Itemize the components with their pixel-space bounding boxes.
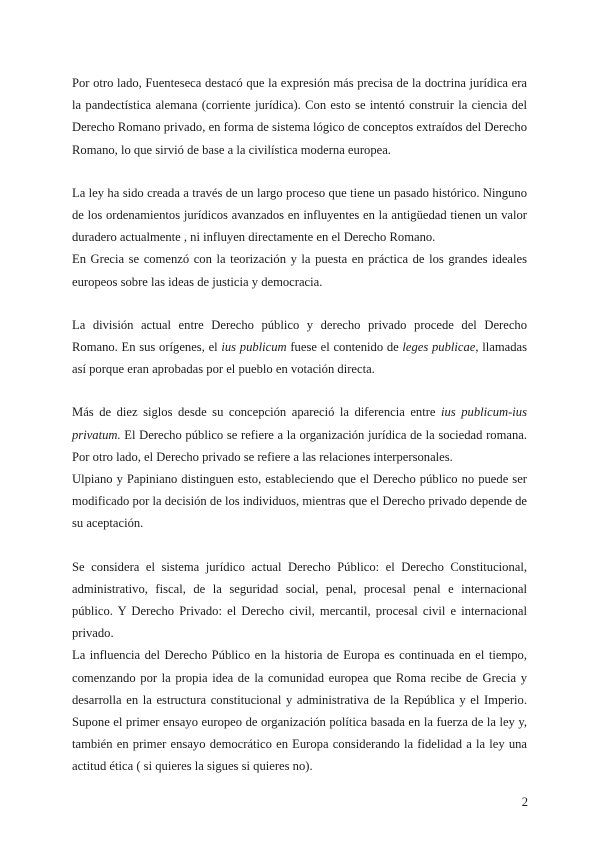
paragraph-sistema-juridico: Se considera el sistema jurídico actual Derecho Público: el Derecho Constitucional, administrativo, fiscal, de la seguridad social, penal, procesal penal e internacional público. Y Derecho Privado: el Derecho civil, mercantil, procesal civil e internacional privado. <box>72 559 527 641</box>
paragraph-influencia-europa: La influencia del Derecho Público en la historia de Europa es continuada en el tiempo, comenzando por la propia idea de la comunidad europea que Roma recibe de Grecia y desarrolla en la estructura constitucional y administrativa de la República y el Imperio. Supone el primer ensayo europeo de organización política basada en la fuerza de la ley y, también en primer ensayo democrático en Europa considerando la fidelidad a la ley una actitud ética ( si quieres la sigues si quieres no). <box>72 648 527 774</box>
italic-term-leges-publicae: leges publicae <box>402 340 476 355</box>
paragraph-grecia: En Grecia se comenzó con la teorización y la puesta en práctica de los grandes ideales europeos sobre las ideas de justicia y democracia. <box>72 252 527 289</box>
page-number: 2 <box>521 795 528 809</box>
paragraph-ulpiano-papiniano: Ulpiano y Papiniano distinguen esto, estableciendo que el Derecho público no puede ser modificado por la decisión de los individuos, mientras que el Derecho privado depende de su aceptación. <box>72 472 527 531</box>
paragraph-ius-privatum <box>72 401 527 468</box>
italic-term-ius-publicum-ius-privatum: ius publicum-ius privatum. <box>72 405 527 442</box>
text-run: Más de diez siglos desde su concepción apareció la diferencia entre <box>72 405 442 420</box>
text-run: La división actual entre Derecho público y derecho privado procede del Derecho Romano. En sus orígenes, el <box>72 317 527 355</box>
text-run: , llamadas así porque eran aprobadas por el pueblo en votación directa. <box>72 340 527 377</box>
paragraph-ley-historia: La ley ha sido creada a través de un largo proceso que tiene un pasado histórico. Ninguno de los ordenamientos jurídicos avanzados en influyentes en la antigüedad tienen un valor duradero actualmente , ni influyen directamente en el Derecho Romano. <box>72 185 527 245</box>
text-run: fuese el contenido de <box>286 340 403 355</box>
paragraph-division-derecho <box>72 314 527 381</box>
text-run: El Derecho público se refiere a la organización jurídica de la sociedad romana. Por otro lado, el Derecho privado se refiere a las relaciones interpersonales. <box>72 427 527 464</box>
paragraph-pandectistica: Por otro lado, Fuenteseca destacó que la expresión más precisa de la doctrina jurídica era la pandectística alemana (corriente jurídica). Con esto se intentó construir la ciencia del Derecho Romano privado, en forma de sistema lógico de conceptos extraídos del Derecho Romano, lo que sirvió de base a la civilística moderna europea. <box>72 76 527 157</box>
document-body <box>72 72 527 778</box>
italic-term-ius-publicum: ius publicum <box>221 340 287 355</box>
